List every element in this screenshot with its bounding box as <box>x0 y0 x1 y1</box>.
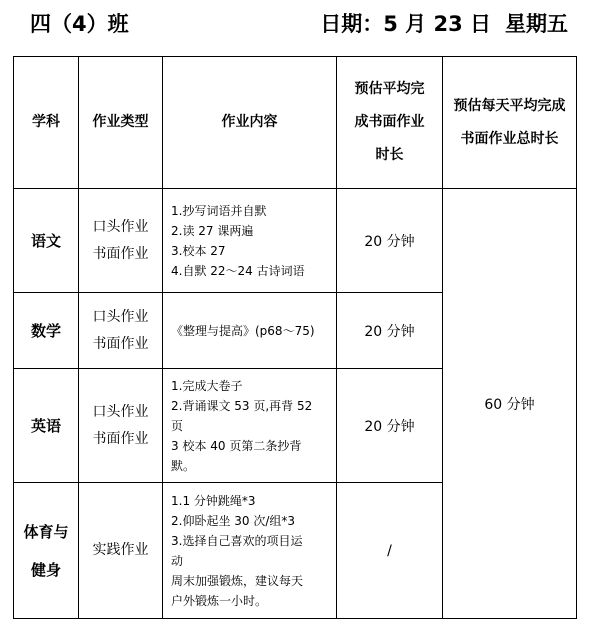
table-header-row <box>14 57 577 189</box>
content-line: 2.仰卧起坐 30 次/组*3 <box>171 513 296 528</box>
subject-cell <box>14 483 79 619</box>
total-time-cell: 60 分钟 <box>443 189 577 619</box>
type-label: 口头作业 <box>92 218 149 235</box>
content-line: 2.读 27 课两遍 <box>171 223 254 238</box>
type-cell <box>79 293 163 369</box>
content-line: 户外锻炼一小时。 <box>171 593 268 608</box>
content-cell <box>163 293 337 369</box>
content-line: 页 <box>171 418 184 433</box>
type-label: 实践作业 <box>92 542 149 558</box>
content-line: 周末加强锻炼，建议每天 <box>171 573 304 588</box>
subject-label: 语文 <box>30 231 61 250</box>
header-est-time-line: 预估平均完 <box>354 81 425 97</box>
date-line <box>320 8 568 38</box>
homework-table <box>13 56 577 619</box>
type-label: 口头作业 <box>92 308 149 325</box>
content-line: 动 <box>171 553 184 568</box>
page-header <box>30 8 568 40</box>
content-line: 2.背诵课文 53 页,再背 52 <box>171 398 313 413</box>
header-est-time-line: 成书面作业 <box>354 114 425 130</box>
content-line: 1.1 分钟跳绳*3 <box>171 493 256 508</box>
content-line: 3 校本 40 页第二条抄背 <box>171 438 302 453</box>
content-cell <box>163 369 337 483</box>
content-line: 4.自默 22～24 古诗词语 <box>171 263 305 278</box>
header-total-time-line: 预估每天平均完成 <box>453 97 566 114</box>
type-label: 书面作业 <box>92 245 149 262</box>
subject-cell <box>14 189 79 293</box>
content-line: 3.校本 27 <box>171 243 226 258</box>
header-est-time-line: 时长 <box>375 147 404 163</box>
table-row <box>14 189 577 293</box>
subject-label: 健身 <box>30 560 61 579</box>
content-line: 3.选择自己喜欢的项目运 <box>171 533 303 548</box>
header-content: 作业内容 <box>163 57 337 189</box>
type-cell <box>79 189 163 293</box>
header-est-time <box>337 57 443 189</box>
weekday-text: 星期五 <box>505 12 568 36</box>
type-label: 书面作业 <box>92 335 149 352</box>
time-cell: 20 分钟 <box>337 189 443 293</box>
type-cell <box>79 369 163 483</box>
time-cell: / <box>337 483 443 619</box>
subject-label: 体育与 <box>23 522 69 541</box>
header-total-time-line: 书面作业总时长 <box>460 130 559 147</box>
content-cell <box>163 483 337 619</box>
time-cell: 20 分钟 <box>337 369 443 483</box>
type-label: 口头作业 <box>92 403 149 420</box>
date-text: 日期：5 月 23 日 <box>320 12 491 36</box>
subject-cell <box>14 369 79 483</box>
content-cell <box>163 189 337 293</box>
time-cell: 20 分钟 <box>337 293 443 369</box>
subject-label: 数学 <box>30 321 61 340</box>
content-line: 默。 <box>171 458 196 473</box>
content-line: 《整理与提高》(p68～75) <box>171 323 315 338</box>
type-cell <box>79 483 163 619</box>
content-line: 1.抄写词语并自默 <box>171 203 267 218</box>
type-label: 书面作业 <box>92 430 149 447</box>
subject-label: 英语 <box>30 416 61 435</box>
header-total-time <box>443 57 577 189</box>
subject-cell <box>14 293 79 369</box>
content-line: 1.完成大卷子 <box>171 378 243 393</box>
class-title: 四（4）班 <box>30 12 129 36</box>
header-type: 作业类型 <box>79 57 163 189</box>
header-subject: 学科 <box>14 57 79 189</box>
